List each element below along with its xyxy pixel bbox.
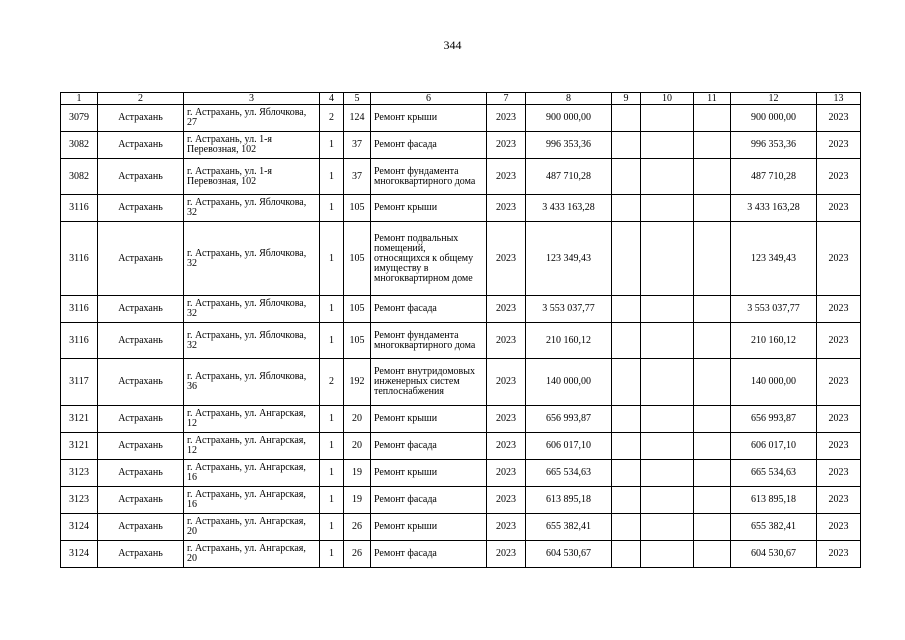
fund-cost-cell: 604 530,67 <box>731 541 817 568</box>
address-cell: г. Астрахань, ул. Ангарская, 20 <box>184 514 320 541</box>
locality-cell: Астрахань <box>98 296 184 323</box>
locality-cell: Астрахань <box>98 541 184 568</box>
fund-cost-cell: 613 895,18 <box>731 487 817 514</box>
work-type-cell: Ремонт фундамента многоквартирного дома <box>371 323 487 359</box>
col11-cell <box>694 105 731 132</box>
floors-cell: 1 <box>320 541 344 568</box>
completion-year-cell: 2023 <box>817 296 861 323</box>
completion-year-cell: 2023 <box>817 433 861 460</box>
fund-cost-cell: 665 534,63 <box>731 460 817 487</box>
work-type-cell: Ремонт внутридомовых инженерных систем теплоснабжения <box>371 359 487 406</box>
column-number: 7 <box>487 93 526 105</box>
col11-cell <box>694 222 731 296</box>
col10-cell <box>641 159 694 195</box>
column-number: 10 <box>641 93 694 105</box>
col9-cell <box>612 487 641 514</box>
column-number: 12 <box>731 93 817 105</box>
row-id-cell: 3123 <box>61 487 98 514</box>
apartments-cell: 105 <box>344 195 371 222</box>
col10-cell <box>641 132 694 159</box>
year-cell: 2023 <box>487 433 526 460</box>
table-row <box>61 222 861 296</box>
year-cell: 2023 <box>487 323 526 359</box>
floors-cell: 1 <box>320 487 344 514</box>
table-row <box>61 514 861 541</box>
col9-cell <box>612 222 641 296</box>
floors-cell: 2 <box>320 105 344 132</box>
row-id-cell: 3116 <box>61 195 98 222</box>
col10-cell <box>641 195 694 222</box>
fund-cost-cell: 996 353,36 <box>731 132 817 159</box>
col9-cell <box>612 359 641 406</box>
completion-year-cell: 2023 <box>817 222 861 296</box>
col11-cell <box>694 406 731 433</box>
repair-schedule-table <box>60 92 861 568</box>
row-id-cell: 3121 <box>61 433 98 460</box>
year-cell: 2023 <box>487 460 526 487</box>
year-cell: 2023 <box>487 105 526 132</box>
completion-year-cell: 2023 <box>817 541 861 568</box>
row-id-cell: 3116 <box>61 323 98 359</box>
apartments-cell: 37 <box>344 132 371 159</box>
locality-cell: Астрахань <box>98 487 184 514</box>
address-cell: г. Астрахань, ул. Ангарская, 12 <box>184 406 320 433</box>
total-cost-cell: 210 160,12 <box>526 323 612 359</box>
completion-year-cell: 2023 <box>817 359 861 406</box>
col9-cell <box>612 514 641 541</box>
column-number: 2 <box>98 93 184 105</box>
total-cost-cell: 123 349,43 <box>526 222 612 296</box>
work-type-cell: Ремонт фасада <box>371 541 487 568</box>
locality-cell: Астрахань <box>98 460 184 487</box>
table-row <box>61 195 861 222</box>
col11-cell <box>694 460 731 487</box>
col9-cell <box>612 195 641 222</box>
completion-year-cell: 2023 <box>817 105 861 132</box>
completion-year-cell: 2023 <box>817 195 861 222</box>
col10-cell <box>641 487 694 514</box>
col10-cell <box>641 222 694 296</box>
apartments-cell: 105 <box>344 296 371 323</box>
col11-cell <box>694 159 731 195</box>
work-type-cell: Ремонт крыши <box>371 514 487 541</box>
table-row <box>61 460 861 487</box>
year-cell: 2023 <box>487 487 526 514</box>
floors-cell: 1 <box>320 433 344 460</box>
table-row <box>61 406 861 433</box>
completion-year-cell: 2023 <box>817 487 861 514</box>
apartments-cell: 19 <box>344 487 371 514</box>
table-row <box>61 105 861 132</box>
column-number: 1 <box>61 93 98 105</box>
row-id-cell: 3121 <box>61 406 98 433</box>
table-row <box>61 433 861 460</box>
row-id-cell: 3124 <box>61 514 98 541</box>
floors-cell: 1 <box>320 514 344 541</box>
apartments-cell: 192 <box>344 359 371 406</box>
table-row <box>61 132 861 159</box>
total-cost-cell: 613 895,18 <box>526 487 612 514</box>
work-type-cell: Ремонт крыши <box>371 105 487 132</box>
column-number: 9 <box>612 93 641 105</box>
floors-cell: 1 <box>320 159 344 195</box>
work-type-cell: Ремонт крыши <box>371 195 487 222</box>
fund-cost-cell: 656 993,87 <box>731 406 817 433</box>
row-id-cell: 3117 <box>61 359 98 406</box>
locality-cell: Астрахань <box>98 132 184 159</box>
fund-cost-cell: 655 382,41 <box>731 514 817 541</box>
col10-cell <box>641 359 694 406</box>
year-cell: 2023 <box>487 296 526 323</box>
col10-cell <box>641 541 694 568</box>
address-cell: г. Астрахань, ул. 1-я Перевозная, 102 <box>184 132 320 159</box>
total-cost-cell: 655 382,41 <box>526 514 612 541</box>
fund-cost-cell: 487 710,28 <box>731 159 817 195</box>
col10-cell <box>641 514 694 541</box>
fund-cost-cell: 900 000,00 <box>731 105 817 132</box>
column-number: 11 <box>694 93 731 105</box>
apartments-cell: 26 <box>344 541 371 568</box>
year-cell: 2023 <box>487 406 526 433</box>
total-cost-cell: 900 000,00 <box>526 105 612 132</box>
apartments-cell: 105 <box>344 222 371 296</box>
work-type-cell: Ремонт фундамента многоквартирного дома <box>371 159 487 195</box>
floors-cell: 1 <box>320 406 344 433</box>
total-cost-cell: 487 710,28 <box>526 159 612 195</box>
col10-cell <box>641 406 694 433</box>
year-cell: 2023 <box>487 359 526 406</box>
column-number: 5 <box>344 93 371 105</box>
completion-year-cell: 2023 <box>817 323 861 359</box>
completion-year-cell: 2023 <box>817 132 861 159</box>
row-id-cell: 3124 <box>61 541 98 568</box>
col9-cell <box>612 159 641 195</box>
address-cell: г. Астрахань, ул. 1-я Перевозная, 102 <box>184 159 320 195</box>
floors-cell: 1 <box>320 195 344 222</box>
col9-cell <box>612 406 641 433</box>
year-cell: 2023 <box>487 159 526 195</box>
locality-cell: Астрахань <box>98 359 184 406</box>
apartments-cell: 105 <box>344 323 371 359</box>
total-cost-cell: 3 553 037,77 <box>526 296 612 323</box>
address-cell: г. Астрахань, ул. Яблочкова, 32 <box>184 323 320 359</box>
table-row <box>61 159 861 195</box>
fund-cost-cell: 3 433 163,28 <box>731 195 817 222</box>
fund-cost-cell: 140 000,00 <box>731 359 817 406</box>
total-cost-cell: 140 000,00 <box>526 359 612 406</box>
floors-cell: 1 <box>320 132 344 159</box>
address-cell: г. Астрахань, ул. Ангарская, 20 <box>184 541 320 568</box>
row-id-cell: 3116 <box>61 296 98 323</box>
fund-cost-cell: 606 017,10 <box>731 433 817 460</box>
fund-cost-cell: 210 160,12 <box>731 323 817 359</box>
address-cell: г. Астрахань, ул. Яблочкова, 32 <box>184 195 320 222</box>
address-cell: г. Астрахань, ул. Яблочкова, 32 <box>184 222 320 296</box>
floors-cell: 2 <box>320 359 344 406</box>
col11-cell <box>694 323 731 359</box>
col10-cell <box>641 296 694 323</box>
total-cost-cell: 3 433 163,28 <box>526 195 612 222</box>
floors-cell: 1 <box>320 296 344 323</box>
year-cell: 2023 <box>487 195 526 222</box>
col11-cell <box>694 195 731 222</box>
work-type-cell: Ремонт крыши <box>371 406 487 433</box>
col9-cell <box>612 541 641 568</box>
apartments-cell: 20 <box>344 406 371 433</box>
col9-cell <box>612 296 641 323</box>
total-cost-cell: 656 993,87 <box>526 406 612 433</box>
col9-cell <box>612 433 641 460</box>
total-cost-cell: 606 017,10 <box>526 433 612 460</box>
page-number: 344 <box>443 38 462 52</box>
col10-cell <box>641 323 694 359</box>
locality-cell: Астрахань <box>98 222 184 296</box>
work-type-cell: Ремонт подвальных помещений, относящихся к общему имуществу в многоквартирном доме <box>371 222 487 296</box>
row-id-cell: 3082 <box>61 132 98 159</box>
total-cost-cell: 665 534,63 <box>526 460 612 487</box>
row-id-cell: 3082 <box>61 159 98 195</box>
apartments-cell: 124 <box>344 105 371 132</box>
col10-cell <box>641 460 694 487</box>
col11-cell <box>694 541 731 568</box>
row-id-cell: 3116 <box>61 222 98 296</box>
address-cell: г. Астрахань, ул. Ангарская, 16 <box>184 460 320 487</box>
year-cell: 2023 <box>487 132 526 159</box>
year-cell: 2023 <box>487 541 526 568</box>
table-row <box>61 487 861 514</box>
column-number: 4 <box>320 93 344 105</box>
year-cell: 2023 <box>487 514 526 541</box>
fund-cost-cell: 123 349,43 <box>731 222 817 296</box>
completion-year-cell: 2023 <box>817 514 861 541</box>
completion-year-cell: 2023 <box>817 406 861 433</box>
address-cell: г. Астрахань, ул. Яблочкова, 36 <box>184 359 320 406</box>
fund-cost-cell: 3 553 037,77 <box>731 296 817 323</box>
column-number: 8 <box>526 93 612 105</box>
work-type-cell: Ремонт фасада <box>371 132 487 159</box>
table-row <box>61 541 861 568</box>
col9-cell <box>612 132 641 159</box>
address-cell: г. Астрахань, ул. Яблочкова, 32 <box>184 296 320 323</box>
address-cell: г. Астрахань, ул. Яблочкова, 27 <box>184 105 320 132</box>
locality-cell: Астрахань <box>98 514 184 541</box>
col9-cell <box>612 323 641 359</box>
work-type-cell: Ремонт фасада <box>371 433 487 460</box>
work-type-cell: Ремонт фасада <box>371 296 487 323</box>
column-number: 3 <box>184 93 320 105</box>
floors-cell: 1 <box>320 323 344 359</box>
table-row <box>61 359 861 406</box>
completion-year-cell: 2023 <box>817 159 861 195</box>
col11-cell <box>694 433 731 460</box>
col10-cell <box>641 433 694 460</box>
row-id-cell: 3123 <box>61 460 98 487</box>
locality-cell: Астрахань <box>98 159 184 195</box>
col11-cell <box>694 487 731 514</box>
year-cell: 2023 <box>487 222 526 296</box>
apartments-cell: 26 <box>344 514 371 541</box>
apartments-cell: 20 <box>344 433 371 460</box>
row-id-cell: 3079 <box>61 105 98 132</box>
floors-cell: 1 <box>320 460 344 487</box>
floors-cell: 1 <box>320 222 344 296</box>
total-cost-cell: 604 530,67 <box>526 541 612 568</box>
col9-cell <box>612 105 641 132</box>
table-row <box>61 296 861 323</box>
locality-cell: Астрахань <box>98 195 184 222</box>
locality-cell: Астрахань <box>98 406 184 433</box>
col10-cell <box>641 105 694 132</box>
apartments-cell: 19 <box>344 460 371 487</box>
locality-cell: Астрахань <box>98 105 184 132</box>
col9-cell <box>612 460 641 487</box>
col11-cell <box>694 359 731 406</box>
column-number: 6 <box>371 93 487 105</box>
table-row <box>61 323 861 359</box>
locality-cell: Астрахань <box>98 323 184 359</box>
work-type-cell: Ремонт фасада <box>371 487 487 514</box>
address-cell: г. Астрахань, ул. Ангарская, 16 <box>184 487 320 514</box>
column-number: 13 <box>817 93 861 105</box>
total-cost-cell: 996 353,36 <box>526 132 612 159</box>
work-type-cell: Ремонт крыши <box>371 460 487 487</box>
column-number-row <box>61 93 861 105</box>
col11-cell <box>694 296 731 323</box>
col11-cell <box>694 514 731 541</box>
locality-cell: Астрахань <box>98 433 184 460</box>
col11-cell <box>694 132 731 159</box>
apartments-cell: 37 <box>344 159 371 195</box>
completion-year-cell: 2023 <box>817 460 861 487</box>
address-cell: г. Астрахань, ул. Ангарская, 12 <box>184 433 320 460</box>
